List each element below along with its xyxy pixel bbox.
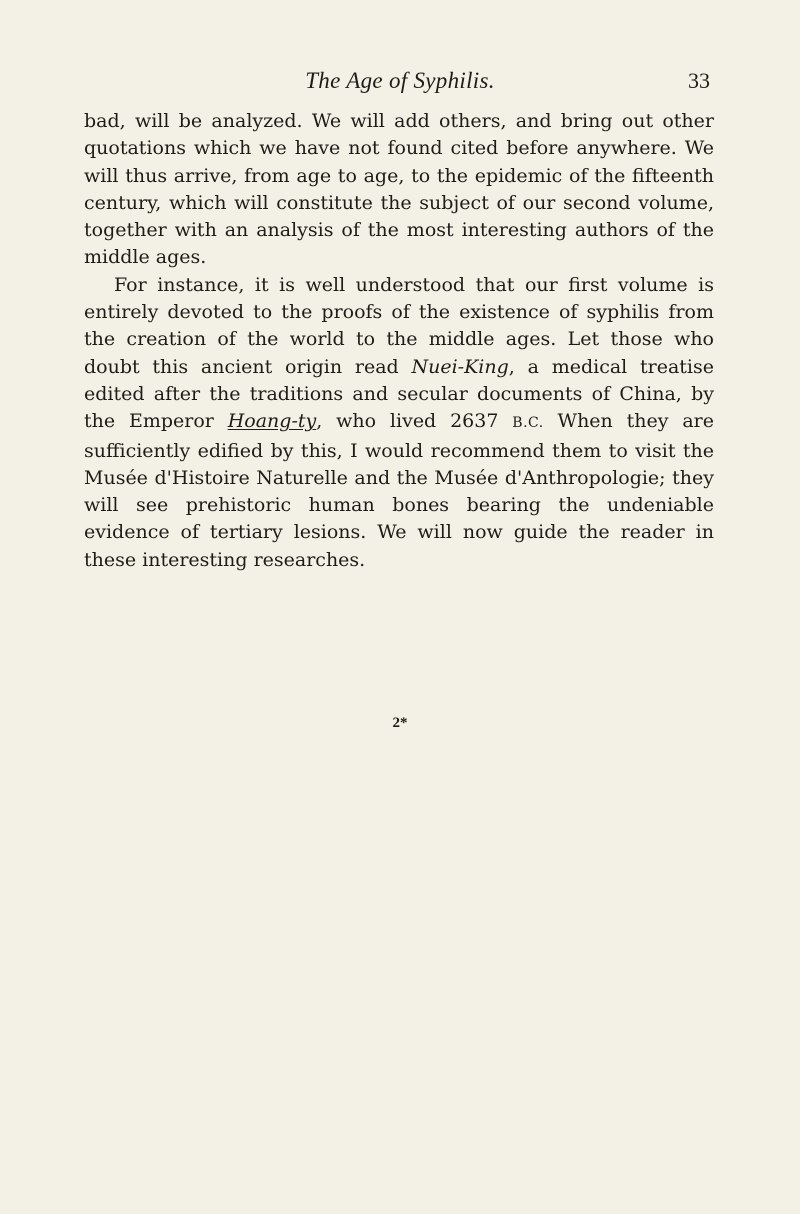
book-title-nuei-king: Nuei-King	[411, 355, 509, 378]
signature-mark: 2*	[392, 715, 408, 731]
paragraph-2-run-c: , a medical treatise edited after the traditions and secular documents of China, by the Emperor	[84, 355, 715, 433]
era-abbreviation: B.C.	[512, 415, 544, 432]
paragraph-2	[84, 272, 714, 574]
paragraph-2-run-e: , who lived 2637	[316, 410, 513, 433]
page-number: 33	[688, 68, 710, 93]
paragraph-1: bad, will be analyzed. We will add others, and bring out other quotations which we have not found cited before anywhere. We will thus arrive, from age to age, to the epidemic of the fifteenth century, which will constitute the subject of our second volume, together with an analysis of the most interesting authors of the middle ages.	[84, 110, 714, 269]
paragraph-2-run-a: For instance, it is well understood that our first volume is entirely devoted to the proofs of the existence of syphilis from the creation of the world to the middle ages. Let those who doubt this ancient origin read	[84, 273, 714, 378]
running-title: The Age of Syphilis.	[305, 68, 495, 93]
running-head	[90, 68, 710, 98]
body-text	[84, 108, 714, 574]
emperor-name: Hoang-ty	[227, 410, 317, 433]
paragraph-2-run-g: When they are sufficiently edified by this, I would recommend them to visit the Musée d'Histoire Naturelle and the Musée d'Anthropologie; they will see prehistoric human bones bearing the undeniable evidence of tertiary lesions. We will now guide the reader in these interesting researches.	[84, 410, 714, 571]
